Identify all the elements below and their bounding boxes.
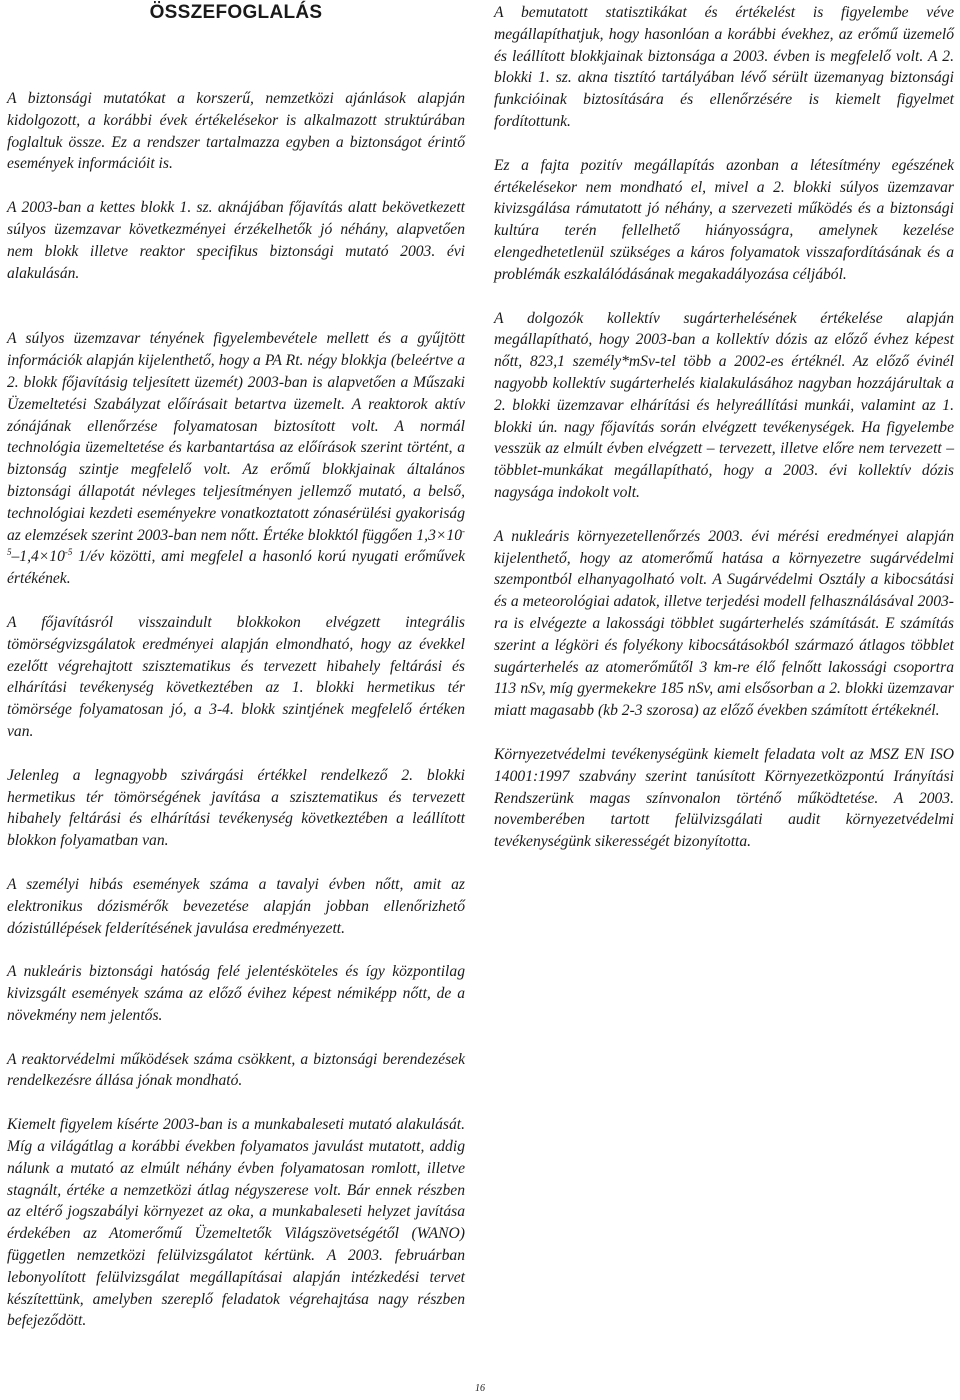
paragraph-leak-repair: Jelenleg a legnagyobb szivárgási értékkel rendelkező 2. blokki hermetikus tér tömörségének javítása a szisztematikus és tervezett hibahely feltárási és elhárítási tevékenység következtében a leállított blokkon folyamatban van. bbox=[7, 766, 465, 850]
paragraph-leak-test: A főjavításról visszaindult blokkokon elvégzett integrális tömörségvizsgálatok eredményei alapján elmondható, hogy az évekkel ezelőtt végrehajtott szisztematikus és tervezett hibahely feltárási és elhárítási tevékenység következtében az 1. blokki hermetikus tér tömörsége folyamatosan jó, a 3-4. blokk szintjének megfelelő értéken van. bbox=[7, 613, 465, 740]
paragraph-intro: A biztonsági mutatókat a korszerű, nemzetközi ajánlások alapján kidolgozott, a korábbi évek értékelésekor is alkalmazott struktúrában foglaltuk össze. Ez a rendszer tartalmazza egyben a biztonságot érintő események információit is. bbox=[7, 90, 465, 173]
left-column bbox=[7, 0, 465, 1332]
paragraph-operation-text-1: A súlyos üzemzavar tényének figyelembevétele mellett és a gyűjtött információk alapján kijelenthető, hogy a PA Rt. négy blokkja (beleértve a 2. blokk főjavításig teljesített üzemét) 2003-ban is alapvetően a Műszaki Üzemeltetési Szabályzat előírásait betartva üzemelt. A reaktorok aktív zónájának ellenőrzése folyamatosan biztosított volt. A normál technológia üzemeltetése és karbantartása az előírások szerint történt, a biztonság szintje megfelelő volt. Az erőmű blokkjainak általános biztonsági állapotát névleges teljesítményen jellemző mutató, a belső, technológiai kezdeti eseményekre vonatkoztatott zónasérülési gyakoriság az elemzések szerint 2003-ban nem nőtt. Értéke blokktól függően $1,3\times 10^{-5}-1,4\times 10^{-5}$ 1/év közötti, ami megfelel a hasonló korú nyugati erőművek értékének. bbox=[7, 330, 465, 588]
paragraph-iso: Környezetvédelmi tevékenységünk kiemelt feladata volt az MSZ EN ISO 14001:1997 szabvány szerint tanúsított Környezetközpontú Irányítási Rendszerünk magas színvonalon történő működtetése. A 2003. novemberében tartott felülvizsgálati audit környezetvédelmi tevékenységünk sikerességét bizonyította. bbox=[494, 745, 954, 851]
paragraph-accidents: Kiemelt figyelem kísérte 2003-ban is a munkabaleseti mutató alakulását. Míg a világátlag a korábbi években folyamatos javulást mutatott, addig nálunk a mutató az elmúlt néhány évben folyamatosan romlott, illetve stagnált, értéke a nemzetközi átlag négyszerese volt. Bár ennek részben az eltérő jogszabályi környezet az oka, a munkabaleseti helyzet javítása érdekében az Atomerőmű Üzemeltetők Világszövetségétől (WANO) független nemzetközi felülvizsgálatot kértünk. A 2003. februárban lebonyolított felülvizsgálat megállapításai alapján intézkedési tervet készítettünk, amelyben szereplő feladatok végrehajtása nagy részben befejeződött. bbox=[7, 1116, 465, 1330]
paragraph-operation bbox=[7, 328, 465, 590]
page-title: ÖSSZEFOGLALÁS bbox=[149, 2, 323, 23]
right-column bbox=[494, 0, 954, 853]
paragraph-incident: A 2003-ban a kettes blokk 1. sz. aknájában főjavítás alatt bekövetkezett súlyos üzemzavar következményei érzékelhetők jó néhány, alapvetően nem blokk illetve reaktor specifikus biztonsági mutató 2003. évi alakulásán. bbox=[7, 199, 465, 282]
paragraph-safety-culture: Ez a fajta pozitív megállapítás azonban a létesítmény egészének értékelésekor nem mondható el, mivel a 2. blokki súlyos üzemzavar kivizsgálása rámutatott jó néhány, a szervezeti működés és a biztonsági kultúra terén fellelhető hiányosságra, amelynek kezelése elengedhetetlenül szükséges a káros folyamatok visszafordításának és a problémák eszkalálódásának megakadályozása céljából. bbox=[494, 156, 954, 283]
paragraph-reactor-protection: A reaktorvédelmi működések száma csökkent, a biztonsági berendezések rendelkezésre állása jónak mondható. bbox=[7, 1050, 465, 1090]
paragraph-environment: A nukleáris környezetellenőrzés 2003. évi mérési eredményei alapján kijelenthető, hogy az atomerőmű hatása a környezetre sugárvédelmi szempontból elhanyagolható volt. A Sugárvédelmi Osztály a kibocsátási és a meteorológiai adatok, illetve terjedési modell felhasználásával 2003-ra is elvégezte a lakossági többlet sugárterhelés számítását. E számítás szerint a légköri és folyékony kibocsátásokból származó átlagos többlet sugárterhelés az atomerőműtől 3 km-re élő felnőtt lakossági csoportra 113 nSv, míg gyermekekre 185 nSv, ami elsősorban a 2. blokki üzemzavar miatt magasabb (kb 2-3 szorosa) az előző években számított értékeknél. bbox=[494, 527, 954, 720]
page-number: 16 bbox=[475, 1383, 485, 1394]
paragraph-collective-dose: A dolgozók kollektív sugárterhelésének értékelése alapján megállapítható, hogy 2003-ban a kollektív dózis az előző évhez képest nőtt, 823,1 személy*mSv-tel több a 2002-es értéknél. Az előző évinél nagyobb kollektív sugárterhelés kialakulásához nagyban hozzájárultak a 2. blokki üzemzavar elhárítási és helyreállítási munkái, valamint az 1. blokki ún. nagy főjavítás során elvégzett tevékenységek. Ha figyelembe vesszük az elmúlt évben elvégzett – tervezett, illetve előre nem tervezett – többlet-munkákat megállapítható, hogy a 2003. évi kollektív dózis nagysága indokolt volt. bbox=[494, 309, 954, 501]
paragraph-human-error: A személyi hibás események száma a tavalyi évben nőtt, amit az elektronikus dózismérők bevezetése alapján jobban ellenőrizhető dózistúllépések felderítésének javulása eredményezett. bbox=[7, 875, 465, 937]
paragraph-reportable-events: A nukleáris biztonsági hatóság felé jelentésköteles és így központilag kivizsgált események száma az előző évihez képest némiképp nőtt, de a növekmény nem jelentős. bbox=[7, 963, 465, 1024]
paragraph-safety-statement: A bemutatott statisztikákat és értékelést is figyelembe véve megállapíthatjuk, hogy hasonlóan a korábbi évekhez, az erőmű üzemelő és leállított blokkjainak biztonsága a 2003. évben is megfelelő volt. A 2. blokki 1. sz. akna tisztító tartályában lévő sérült üzemanyag biztonsági funkcióinak biztosítására és ellenőrzésére is kiemelt figyelmet fordítottunk. bbox=[494, 4, 954, 130]
